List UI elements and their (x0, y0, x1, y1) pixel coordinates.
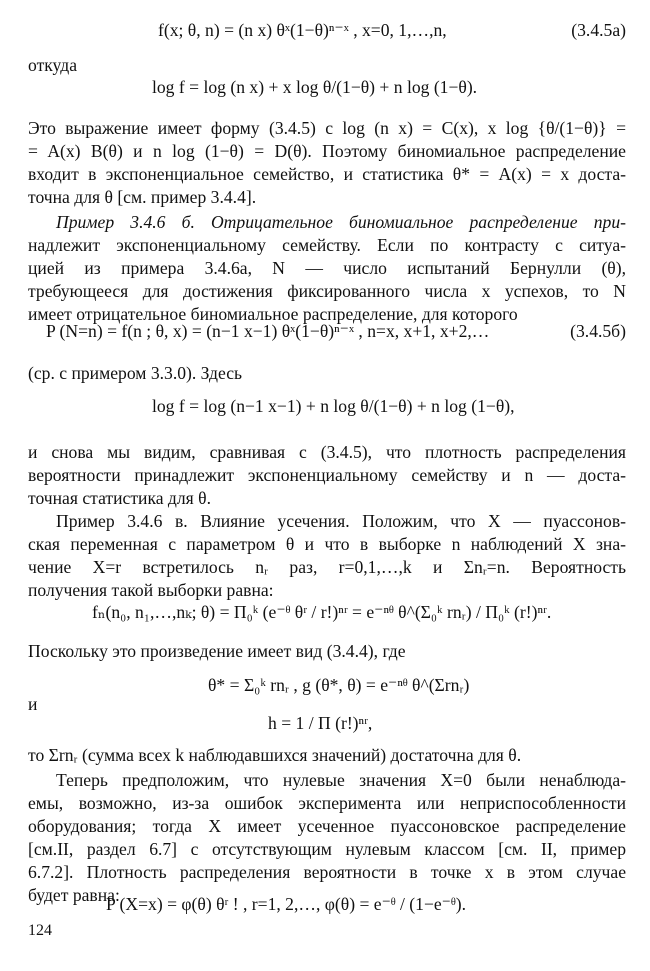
equation-sample-probability: fₙ(n₀, n₁,…,nₖ; θ) = Π₀ᵏ (e⁻ᶿ θʳ / r!)ⁿʳ = e⁻ⁿᶿ θ^(Σ₀ᵏ rnᵣ) / Π₀ᵏ (r!)ⁿʳ. (92, 602, 552, 622)
text-line: точная статистика для θ. (28, 488, 211, 508)
text-line: откуда (28, 55, 78, 75)
text-line: будет равна: (28, 885, 120, 905)
text-line: 6.7.2]. Плотность распределения вероятности в точке x в этом случае (28, 862, 626, 882)
text-line: цией из примера 3.4.6а, N — число испытаний Бернулли (θ), (28, 258, 626, 278)
text-line: требующееся для достижения фиксированного числа x успехов, то N (28, 281, 626, 301)
equation-log-negative-binomial: log f = log (n−1 x−1) + n log θ/(1−θ) + n log (1−θ), (152, 396, 515, 416)
text-line: чение X=r встретилось nᵣ раз, r=0,1,…,k и Σnᵣ=n. Вероятность (28, 557, 626, 577)
text-line: ская переменная с параметром θ и что в выборке n наблюдений X зна- (28, 534, 626, 554)
equation-truncated-poisson: P (X=x) = φ(θ) θʳ ! , r=1, 2,…, φ(θ) = e⁻ᶿ / (1−e⁻ᶿ). (106, 894, 466, 914)
text-line: то Σrnᵣ (сумма всех k наблюдавшихся значений) достаточна для θ. (28, 745, 522, 765)
equation-label-3-4-5b: (3.4.5б) (570, 321, 626, 341)
equation-log-binomial: log f = log (n x) + x log θ/(1−θ) + n log (1−θ). (152, 77, 478, 97)
text-line: Поскольку это произведение имеет вид (3.4.4), где (28, 641, 406, 661)
example-heading-line: Пример 3.4.6 в. Влияние усечения. Положим, что X — пуассонов- (56, 511, 626, 531)
equation-3-4-5a: f(x; θ, n) = (n x) θˣ(1−θ)ⁿ⁻ˣ , x=0, 1,…,n, (158, 20, 447, 40)
text-line: и снова мы видим, сравнивая с (3.4.5), что плотность распределения (28, 442, 626, 462)
text-line: Теперь предположим, что нулевые значения X=0 были ненаблюда- (56, 770, 626, 790)
text-line: имеет отрицательное биномиальное распределение, для которого (28, 304, 518, 324)
text-line: точна для θ [см. пример 3.4.4]. (28, 187, 257, 207)
text-line: оборудования; тогда X имеет усеченное пуассоновское распределение (28, 816, 626, 836)
text-line: = A(x) B(θ) и n log (1−θ) = D(θ). Поэтому биномиальное распределение (28, 141, 626, 161)
page-number: 124 (28, 922, 52, 939)
text-line: емы, возможно, из-за ошибок эксперимента или неприспособленности (28, 793, 626, 813)
text-line: надлежит экспоненциальному семейству. Если по контрасту с ситуа- (28, 235, 626, 255)
text-line: вероятности принадлежит экспоненциальному семейству и n — доста- (28, 465, 626, 485)
equation-3-4-5b: P (N=n) = f(n ; θ, x) = (n−1 x−1) θˣ(1−θ)ⁿ⁻ˣ , n=x, x+1, x+2,… (46, 321, 490, 341)
text-line: и (28, 694, 38, 714)
text-line: получения такой выборки равна: (28, 580, 274, 600)
text-line: входит в экспоненциальное семейство, и статистика θ* = A(x) = x доста- (28, 164, 626, 184)
equation-label-3-4-5a: (3.4.5a) (571, 20, 626, 40)
text-line: Это выражение имеет форму (3.4.5) с log (n x) = C(x), x log {θ/(1−θ)} = (28, 118, 626, 138)
example-heading-line: Пример 3.4.6 б. Отрицательное биномиальное распределение при- (56, 212, 626, 232)
equation-h: h = 1 / Π (r!)ⁿʳ, (268, 713, 373, 733)
text-line: (ср. с примером 3.3.0). Здесь (28, 363, 243, 383)
equation-sufficient-statistic: θ* = Σ₀ᵏ rnᵣ , g (θ*, θ) = e⁻ⁿᶿ θ^(Σrnᵣ) (208, 675, 470, 695)
text-line: [см.II, раздел 6.7] с отсутствующим нулевым классом [см. II, пример (28, 839, 626, 859)
